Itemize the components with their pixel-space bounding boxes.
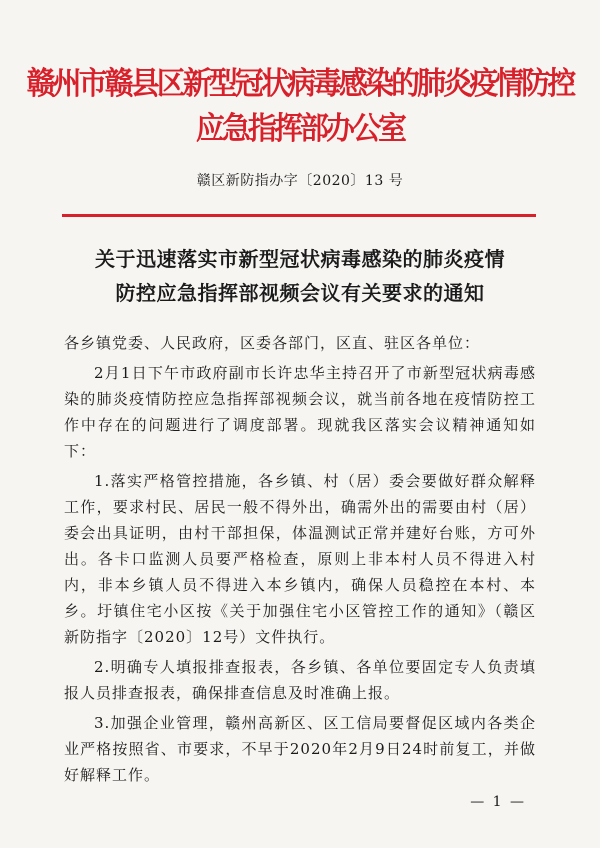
document-title	[50, 242, 550, 310]
title-line-1: 关于迅速落实市新型冠状病毒感染的肺炎疫情	[95, 247, 505, 271]
item-paragraph: 1.落实严格管控措施，各乡镇、村（居）委会要做好群众解释工作，要求村民、居民一般不得外出，确需外出的需要由村（居）委会出具证明，由村干部担保，体温测试正常并建好台账，方可外出。各卡口监测人员要严格检查，原则上非本村人员不得进入村内，非本乡镇人员不得进入本乡镇内，确保人员稳控在本村、本乡。圩镇住宅小区按《关于加强住宅小区管控工作的通知》（赣区新防指字〔2020〕12号）文件执行。	[64, 472, 536, 646]
intro-paragraph: 2月1日下午市政府副市长许忠华主持召开了市新型冠状病毒感染的肺炎疫情防控应急指挥部视频会议，就当前各地在疫情防控工作中存在的问题进行了调度部署。现就我区落实会议精神通知如下：	[64, 364, 536, 460]
document-number: 赣区新防指办字〔2020〕13 号	[196, 173, 404, 189]
red-divider	[62, 214, 536, 217]
title-line-2: 防控应急指挥部视频会议有关要求的通知	[115, 281, 485, 305]
issuing-office-header: 赣州市赣县区新型冠状病毒感染的肺炎疫情防控应急指挥部办公室	[26, 66, 574, 147]
item-paragraph: 3.加强企业管理，赣州高新区、区工信局要督促区域内各类企业严格按照省、市要求，不早于2020年2月9日24时前复工，并做好解释工作。	[64, 714, 536, 784]
item-paragraph: 2.明确专人填报排查报表，各乡镇、各单位要固定专人负责填报人员排查报表，确保排查信息及时准确上报。	[64, 658, 536, 702]
page-number: — 1 —	[470, 794, 526, 810]
document-body	[64, 330, 536, 792]
salutation: 各乡镇党委、人民政府，区委各部门，区直、驻区各单位：	[64, 334, 481, 352]
